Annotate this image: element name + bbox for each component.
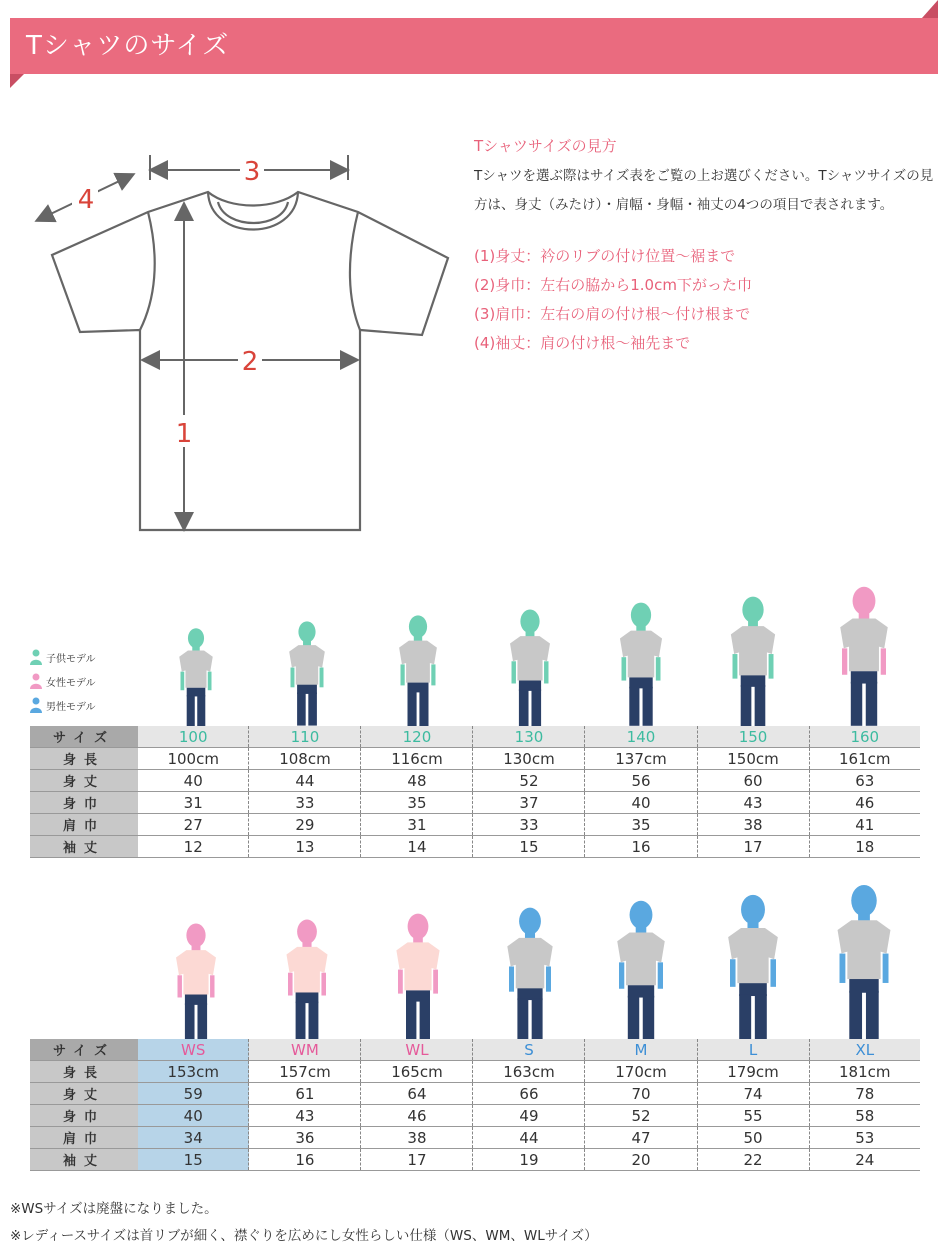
row-label: 身丈 bbox=[30, 770, 138, 792]
model-figure-icon bbox=[504, 608, 556, 726]
row-label: 身巾 bbox=[30, 792, 138, 814]
model-figure bbox=[251, 880, 362, 1040]
table-cell: 40 bbox=[138, 1105, 249, 1127]
table-row bbox=[30, 1105, 920, 1127]
table-cell: 61 bbox=[249, 1083, 361, 1105]
table-cell: 44 bbox=[473, 1127, 585, 1149]
size-guide-body: Tシャツを選ぶ際はサイズ表をご覧の上お選びください。Tシャツサイズの見方は、身丈（みたけ）・肩幅・身幅・袖丈の4つの項目で表されます。 bbox=[474, 168, 934, 213]
row-label: 肩巾 bbox=[30, 814, 138, 836]
table-cell: 70 bbox=[585, 1083, 697, 1105]
banner-fold-top bbox=[922, 0, 938, 18]
table-header-row bbox=[30, 1039, 920, 1061]
size-guide bbox=[474, 135, 934, 358]
table-cell: 35 bbox=[585, 814, 697, 836]
table-cell: 41 bbox=[809, 814, 920, 836]
table-cell: 35 bbox=[361, 792, 473, 814]
table-row bbox=[30, 1149, 920, 1171]
table-cell: 48 bbox=[361, 770, 473, 792]
tshirt-measure-diagram bbox=[20, 150, 460, 550]
table-cell: 74 bbox=[697, 1083, 809, 1105]
kids-model-figures bbox=[140, 600, 920, 726]
size-header-cell: 130 bbox=[473, 726, 585, 748]
size-notes bbox=[10, 1196, 598, 1250]
model-figure-icon bbox=[610, 899, 672, 1040]
table-cell: 78 bbox=[809, 1083, 920, 1105]
table-cell: 33 bbox=[249, 792, 361, 814]
table-cell: 17 bbox=[361, 1149, 473, 1171]
table-cell: 22 bbox=[697, 1149, 809, 1171]
model-figure-icon bbox=[170, 922, 222, 1040]
table-row bbox=[30, 770, 920, 792]
model-figure-icon bbox=[394, 614, 443, 726]
table-cell: 116cm bbox=[361, 748, 473, 770]
model-figure-icon bbox=[500, 906, 559, 1040]
table-cell: 36 bbox=[249, 1127, 361, 1149]
size-header-cell: WS bbox=[138, 1039, 249, 1061]
table-cell: 49 bbox=[473, 1105, 585, 1127]
table-cell: 47 bbox=[585, 1127, 697, 1149]
table-cell: 31 bbox=[361, 814, 473, 836]
table-cell: 13 bbox=[249, 836, 361, 858]
table-cell: 29 bbox=[249, 814, 361, 836]
table-row bbox=[30, 792, 920, 814]
table-cell: 33 bbox=[473, 814, 585, 836]
model-figure-icon bbox=[720, 893, 784, 1040]
model-figure-icon bbox=[284, 620, 330, 726]
table-cell: 161cm bbox=[809, 748, 920, 770]
table-row bbox=[30, 1083, 920, 1105]
table-cell: 165cm bbox=[361, 1061, 473, 1083]
row-label: 身長 bbox=[30, 1061, 138, 1083]
row-label: 肩巾 bbox=[30, 1127, 138, 1149]
legend-item-men bbox=[30, 693, 96, 717]
table-cell: 157cm bbox=[249, 1061, 361, 1083]
table-cell: 31 bbox=[138, 792, 249, 814]
table-cell: 153cm bbox=[138, 1061, 249, 1083]
guide-point: (3)肩巾：左右の肩の付け根〜付け根まで bbox=[474, 305, 751, 323]
model-figure bbox=[474, 600, 585, 726]
model-figure-icon bbox=[174, 627, 217, 726]
table-cell: 40 bbox=[585, 792, 697, 814]
table-cell: 38 bbox=[697, 814, 809, 836]
table-cell: 24 bbox=[809, 1149, 920, 1171]
legend-label: 子供モデル bbox=[46, 653, 96, 665]
measure-label-1: 1 bbox=[175, 419, 193, 449]
size-header-cell: 160 bbox=[809, 726, 920, 748]
model-figure bbox=[140, 880, 251, 1040]
adult-model-figures bbox=[140, 880, 920, 1040]
model-figure bbox=[251, 600, 362, 726]
table-cell: 15 bbox=[138, 1149, 249, 1171]
table-cell: 44 bbox=[249, 770, 361, 792]
table-cell: 17 bbox=[697, 836, 809, 858]
size-header-cell: 110 bbox=[249, 726, 361, 748]
table-cell: 14 bbox=[361, 836, 473, 858]
row-label: サイズ bbox=[30, 1039, 138, 1061]
table-cell: 52 bbox=[585, 1105, 697, 1127]
table-cell: 59 bbox=[138, 1083, 249, 1105]
adult-size-table bbox=[30, 1039, 920, 1171]
table-row bbox=[30, 1061, 920, 1083]
guide-point: (2)身巾：左右の脇から1.0cm下がった巾 bbox=[474, 276, 752, 294]
table-cell: 34 bbox=[138, 1127, 249, 1149]
table-cell: 52 bbox=[473, 770, 585, 792]
table-cell: 58 bbox=[809, 1105, 920, 1127]
table-cell: 170cm bbox=[585, 1061, 697, 1083]
table-cell: 179cm bbox=[697, 1061, 809, 1083]
table-cell: 16 bbox=[585, 836, 697, 858]
table-cell: 64 bbox=[361, 1083, 473, 1105]
size-guide-points bbox=[474, 242, 934, 358]
table-cell: 16 bbox=[249, 1149, 361, 1171]
legend-item-kids bbox=[30, 645, 96, 669]
row-label: サイズ bbox=[30, 726, 138, 748]
man-person-icon bbox=[30, 697, 42, 713]
guide-point: (1)身丈：衿のリブの付け位置〜裾まで bbox=[474, 247, 736, 265]
table-row bbox=[30, 1127, 920, 1149]
measure-label-4: 4 bbox=[77, 185, 95, 215]
measure-label-3: 3 bbox=[243, 157, 261, 187]
note-ws-discontinued: ※WSサイズは廃盤になりました。 bbox=[10, 1201, 218, 1217]
kids-size-table bbox=[30, 726, 920, 858]
size-header-cell: L bbox=[697, 1039, 809, 1061]
size-header-cell: WM bbox=[249, 1039, 361, 1061]
page-title: Tシャツのサイズ bbox=[26, 31, 230, 61]
table-cell: 43 bbox=[249, 1105, 361, 1127]
model-figure bbox=[363, 600, 474, 726]
table-cell: 63 bbox=[809, 770, 920, 792]
legend-label: 女性モデル bbox=[46, 677, 96, 689]
model-figure bbox=[140, 600, 251, 726]
legend-label: 男性モデル bbox=[46, 701, 96, 713]
model-figure bbox=[474, 880, 585, 1040]
model-figure-icon bbox=[724, 595, 781, 726]
guide-point: (4)袖丈：肩の付け根〜袖先まで bbox=[474, 334, 691, 352]
table-cell: 20 bbox=[585, 1149, 697, 1171]
model-figure bbox=[363, 880, 474, 1040]
size-guide-heading: Tシャツサイズの見方 bbox=[474, 137, 617, 155]
table-cell: 19 bbox=[473, 1149, 585, 1171]
table-header-row bbox=[30, 726, 920, 748]
table-cell: 55 bbox=[697, 1105, 809, 1127]
model-figure-icon bbox=[390, 912, 446, 1040]
table-cell: 12 bbox=[138, 836, 249, 858]
table-cell: 108cm bbox=[249, 748, 361, 770]
model-legend bbox=[30, 645, 96, 717]
page-banner bbox=[10, 18, 938, 74]
table-cell: 37 bbox=[473, 792, 585, 814]
table-cell: 27 bbox=[138, 814, 249, 836]
table-row bbox=[30, 748, 920, 770]
model-figure bbox=[697, 600, 808, 726]
table-cell: 137cm bbox=[585, 748, 697, 770]
table-cell: 43 bbox=[697, 792, 809, 814]
model-figure bbox=[697, 880, 808, 1040]
table-cell: 38 bbox=[361, 1127, 473, 1149]
kid-person-icon bbox=[30, 649, 42, 665]
model-figure-icon bbox=[830, 883, 899, 1040]
table-cell: 18 bbox=[809, 836, 920, 858]
table-cell: 130cm bbox=[473, 748, 585, 770]
model-figure bbox=[586, 880, 697, 1040]
table-cell: 15 bbox=[473, 836, 585, 858]
table-cell: 163cm bbox=[473, 1061, 585, 1083]
table-cell: 50 bbox=[697, 1127, 809, 1149]
legend-item-women bbox=[30, 669, 96, 693]
table-cell: 60 bbox=[697, 770, 809, 792]
table-row bbox=[30, 814, 920, 836]
model-figure bbox=[586, 600, 697, 726]
model-figure-icon bbox=[280, 918, 333, 1040]
table-cell: 150cm bbox=[697, 748, 809, 770]
size-header-cell: 120 bbox=[361, 726, 473, 748]
table-cell: 53 bbox=[809, 1127, 920, 1149]
table-cell: 56 bbox=[585, 770, 697, 792]
size-header-cell: XL bbox=[809, 1039, 920, 1061]
size-header-cell: 140 bbox=[585, 726, 697, 748]
table-cell: 100cm bbox=[138, 748, 249, 770]
size-header-cell: M bbox=[585, 1039, 697, 1061]
size-header-cell: 100 bbox=[138, 726, 249, 748]
model-figure-icon bbox=[614, 601, 669, 726]
row-label: 身丈 bbox=[30, 1083, 138, 1105]
row-label: 袖丈 bbox=[30, 836, 138, 858]
table-cell: 66 bbox=[473, 1083, 585, 1105]
size-header-cell: 150 bbox=[697, 726, 809, 748]
table-cell: 181cm bbox=[809, 1061, 920, 1083]
model-figure bbox=[808, 880, 919, 1040]
size-header-cell: WL bbox=[361, 1039, 473, 1061]
table-cell: 46 bbox=[809, 792, 920, 814]
note-ladies-spec: ※レディースサイズは首リブが細く、襟ぐりを広めにし女性らしい仕様（WS、WM、WLサイズ） bbox=[10, 1228, 598, 1244]
model-figure bbox=[808, 600, 919, 726]
measure-label-2: 2 bbox=[241, 347, 259, 377]
woman-person-icon bbox=[30, 673, 42, 689]
table-cell: 40 bbox=[138, 770, 249, 792]
table-row bbox=[30, 836, 920, 858]
row-label: 袖丈 bbox=[30, 1149, 138, 1171]
row-label: 身長 bbox=[30, 748, 138, 770]
row-label: 身巾 bbox=[30, 1105, 138, 1127]
table-cell: 46 bbox=[361, 1105, 473, 1127]
model-figure-icon bbox=[833, 585, 895, 726]
size-header-cell: S bbox=[473, 1039, 585, 1061]
banner-fold-bottom bbox=[10, 74, 24, 88]
